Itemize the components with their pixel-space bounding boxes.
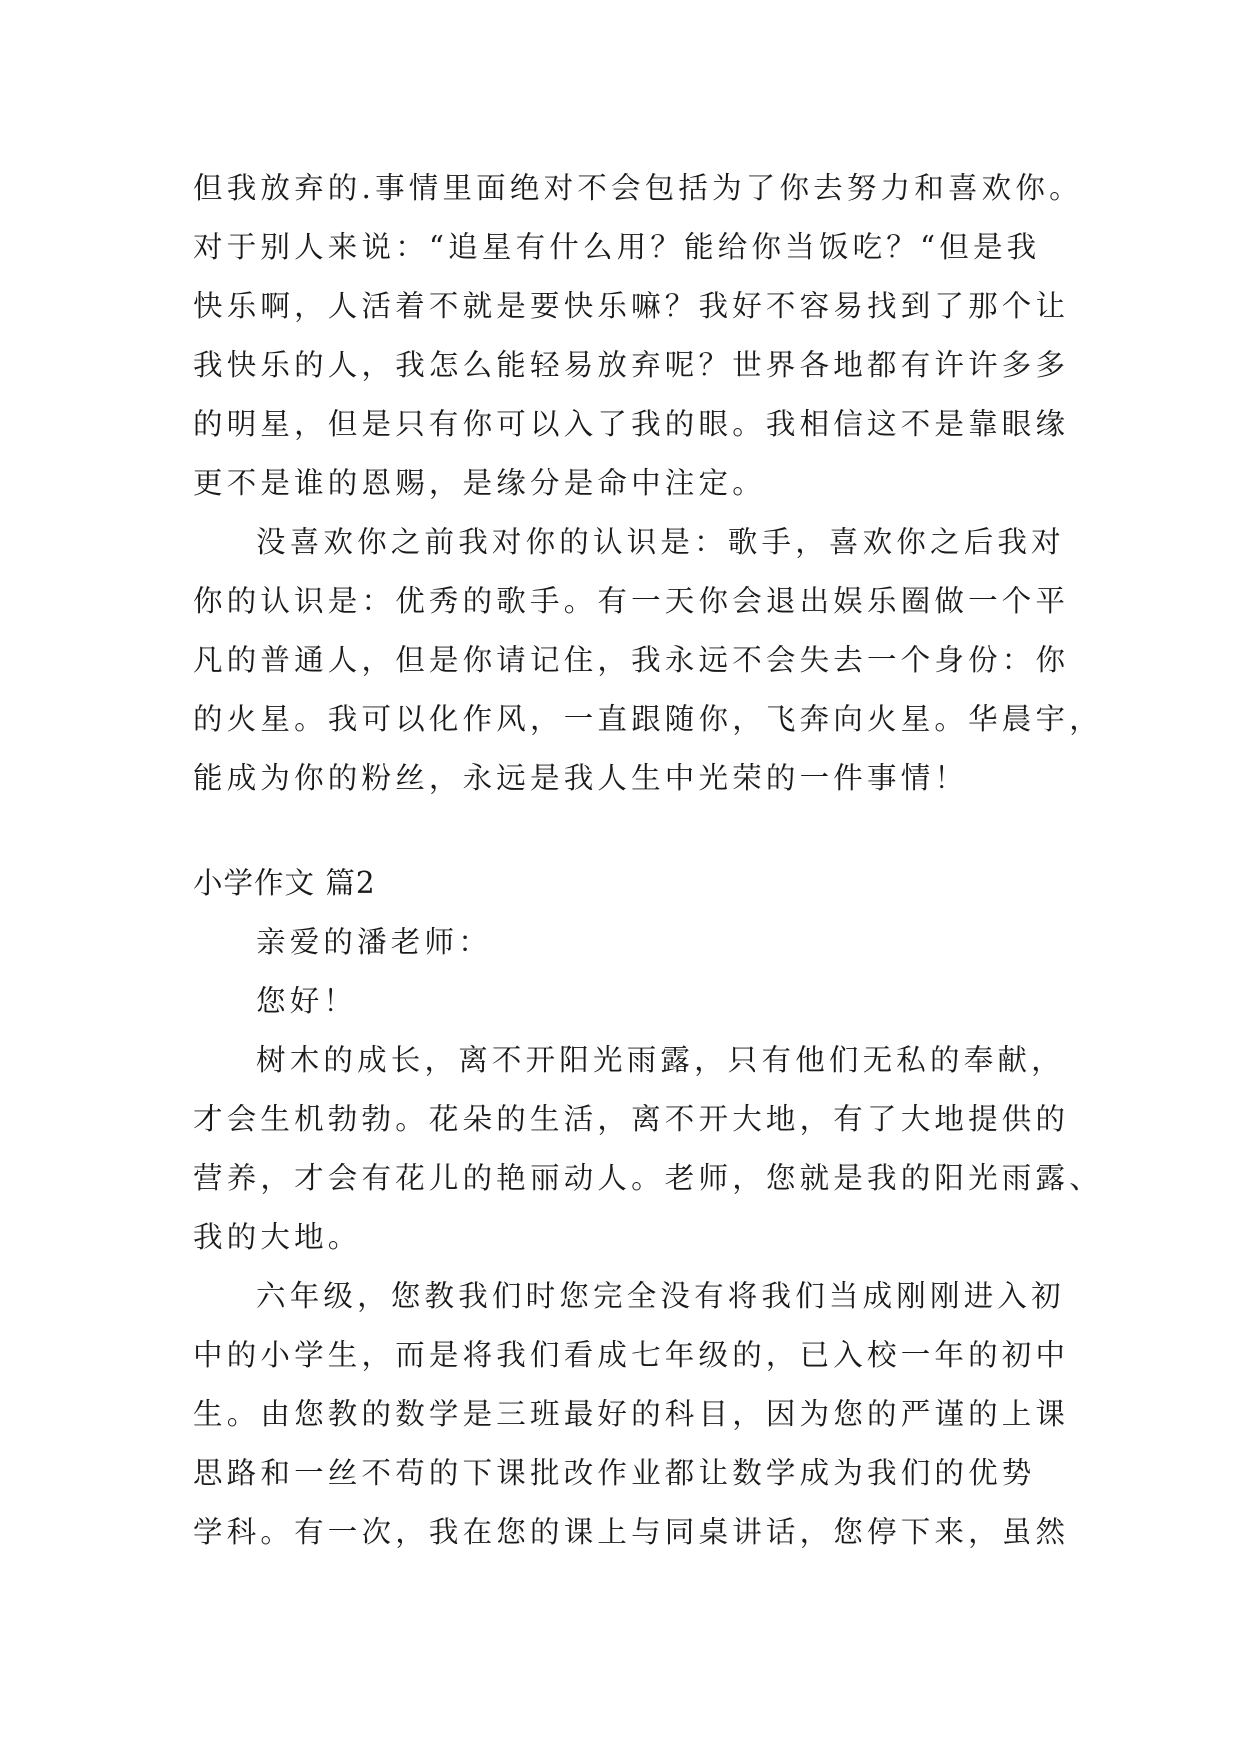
paragraph-line: 营养，才会有花儿的艳丽动人。老师，您就是我的阳光雨露、 bbox=[193, 1161, 1103, 1195]
paragraph-line: 才会生机勃勃。花朵的生活，离不开大地，有了大地提供的 bbox=[193, 1102, 1070, 1136]
paragraph-line: 我的大地。 bbox=[193, 1220, 362, 1254]
paragraph-line: 我快乐的人，我怎么能轻易放弃呢？世界各地都有许许多多 bbox=[193, 348, 1070, 382]
paragraph-line: 学科。有一次，我在您的课上与同桌讲话，您停下来，虽然 bbox=[193, 1515, 1070, 1549]
paragraph-line: 你的认识是：优秀的歌手。有一天你会退出娱乐圈做一个平 bbox=[193, 584, 1070, 618]
paragraph-line: 快乐啊，人活着不就是要快乐嘛？我好不容易找到了那个让 bbox=[193, 289, 1070, 323]
paragraph-line: 更不是谁的恩赐，是缘分是命中注定。 bbox=[193, 466, 766, 500]
paragraph-line: 中的小学生，而是将我们看成七年级的，已入校一年的初中 bbox=[193, 1338, 1070, 1372]
paragraph-line: 树木的成长，离不开阳光雨露，只有他们无私的奉献， bbox=[256, 1043, 1065, 1077]
paragraph-line: 生。由您教的数学是三班最好的科目，因为您的严谨的上课 bbox=[193, 1397, 1070, 1431]
paragraph-line: 凡的普通人，但是你请记住，我永远不会失去一个身份：你 bbox=[193, 643, 1070, 677]
section-heading: 小学作文 篇2 bbox=[193, 866, 376, 900]
greeting: 您好！ bbox=[256, 984, 358, 1018]
paragraph-line: 思路和一丝不苟的下课批改作业都让数学成为我们的优势 bbox=[193, 1456, 1036, 1490]
paragraph-line: 的火星。我可以化作风，一直跟随你，飞奔向火星。华晨宇， bbox=[193, 702, 1103, 736]
paragraph-line: 但我放弃的.事情里面绝对不会包括为了你去努力和喜欢你。 bbox=[193, 171, 1083, 205]
paragraph-line: 没喜欢你之前我对你的认识是：歌手，喜欢你之后我对 bbox=[256, 525, 1065, 559]
paragraph-line: 的明星，但是只有你可以入了我的眼。我相信这不是靠眼缘 bbox=[193, 407, 1070, 441]
paragraph-line: 对于别人来说：“追星有什么用？能给你当饭吃？“但是我 bbox=[193, 230, 1041, 264]
paragraph-line: 六年级，您教我们时您完全没有将我们当成刚刚进入初 bbox=[256, 1279, 1065, 1313]
paragraph-line: 能成为你的粉丝，永远是我人生中光荣的一件事情！ bbox=[193, 761, 969, 795]
salutation: 亲爱的潘老师： bbox=[256, 925, 492, 959]
